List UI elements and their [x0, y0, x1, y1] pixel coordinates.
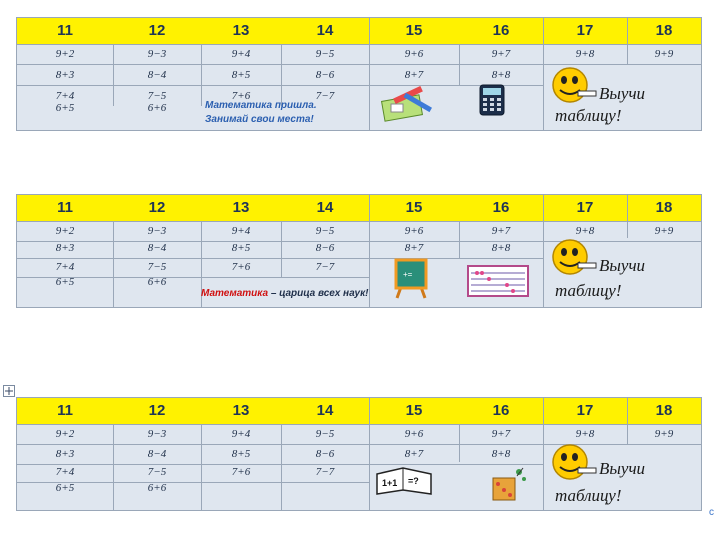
motto-rest: – царица всех наук! — [268, 288, 369, 299]
table-row — [17, 98, 201, 118]
expression-cell: 9+8 — [575, 428, 595, 440]
expression-cell: 7+6 — [231, 261, 251, 273]
easel-board-icon — [393, 257, 429, 299]
header-cell: 11 — [57, 22, 73, 39]
expression-cell: 6+5 — [55, 102, 75, 114]
table-card-3 — [16, 397, 702, 511]
expression-cell: 7−5 — [147, 261, 167, 273]
table-row — [17, 272, 201, 292]
expression-cell: 8+5 — [231, 242, 251, 254]
header-cell: 17 — [576, 199, 594, 216]
learn-text-line-1: Выучи — [599, 84, 646, 103]
table-row — [17, 238, 543, 259]
header-cell: 11 — [57, 402, 73, 419]
learn-text-line-1: Выучи — [599, 256, 646, 275]
expression-cell: 8−4 — [147, 242, 167, 254]
expression-cell: 7−7 — [315, 90, 335, 102]
svg-text:+=: += — [403, 270, 413, 279]
grid-line — [201, 424, 202, 510]
grid-line — [369, 18, 370, 130]
header-cell: 16 — [492, 22, 510, 39]
expression-cell: 9+2 — [55, 428, 75, 440]
header-cell: 13 — [232, 199, 250, 216]
expression-cell: 7+4 — [55, 90, 75, 102]
expression-cell: 9+9 — [654, 428, 674, 440]
header-cell: 12 — [148, 199, 166, 216]
header-row — [17, 195, 701, 222]
table-card-2 — [16, 194, 702, 308]
header-cell: 17 — [576, 402, 594, 419]
grid-line — [627, 18, 628, 65]
header-cell: 14 — [316, 199, 334, 216]
expression-cell: 9+7 — [491, 48, 511, 60]
table-row — [17, 478, 201, 498]
header-cell: 15 — [405, 22, 423, 39]
learn-text-line-2: таблицу! — [555, 281, 622, 300]
grid-line — [113, 44, 114, 106]
header-cell: 13 — [232, 402, 250, 419]
expression-cell: 7−5 — [147, 90, 167, 102]
expression-cell: 8+7 — [404, 69, 424, 81]
header-cell: 15 — [405, 402, 423, 419]
expression-cell: 8−6 — [315, 69, 335, 81]
header-cell: 13 — [232, 22, 250, 39]
expression-cell: 8−4 — [147, 69, 167, 81]
expression-cell: 9+4 — [231, 428, 251, 440]
grid-line — [113, 221, 114, 307]
expression-cell: 8+8 — [491, 242, 511, 254]
expression-cell: 9+2 — [55, 48, 75, 60]
stationery-icon — [379, 86, 437, 122]
header-cell: 16 — [492, 402, 510, 419]
motto-highlight: Математика — [201, 288, 269, 299]
expression-cell: 8+7 — [404, 448, 424, 460]
smiley-pointing-icon — [550, 65, 600, 109]
header-cell: 17 — [576, 22, 594, 39]
header-cell: 12 — [148, 402, 166, 419]
grid-line — [543, 18, 544, 130]
grid-line — [459, 221, 460, 258]
expression-cell: 6+6 — [147, 102, 167, 114]
svg-text:1+1: 1+1 — [382, 478, 398, 488]
book-icon — [373, 464, 435, 498]
header-cell: 18 — [655, 402, 673, 419]
expression-cell: 6+5 — [55, 482, 75, 494]
expression-cell: 7+6 — [231, 466, 251, 478]
table-card-1 — [16, 17, 702, 131]
expression-cell: 8+8 — [491, 448, 511, 460]
expression-cell: 8−6 — [315, 242, 335, 254]
expression-cell: 8+5 — [231, 448, 251, 460]
expression-cell: 8+8 — [491, 69, 511, 81]
grid-line — [281, 221, 282, 278]
expression-cell: 9+6 — [404, 428, 424, 440]
expression-cell: 9+8 — [575, 48, 595, 60]
header-cell: 18 — [655, 199, 673, 216]
expression-cell: 8+3 — [55, 242, 75, 254]
header-cell: 15 — [405, 199, 423, 216]
motto-text — [201, 288, 369, 299]
abacus-icon — [467, 265, 529, 297]
learn-text-line-2: таблицу! — [555, 486, 622, 505]
expression-cell: 9−3 — [147, 48, 167, 60]
expression-cell: 9+9 — [654, 48, 674, 60]
learn-text-line-1: Выучи — [599, 459, 646, 478]
grid-line — [627, 195, 628, 238]
grid-line — [543, 195, 544, 307]
grid-line — [459, 424, 460, 462]
expression-cell: 7+6 — [231, 90, 251, 102]
expression-cell: 8−6 — [315, 448, 335, 460]
expression-cell: 9+9 — [654, 225, 674, 237]
expression-cell: 6+5 — [55, 276, 75, 288]
grid-line — [113, 424, 114, 510]
header-row — [17, 18, 701, 45]
corner-mark: c — [709, 507, 714, 518]
expression-cell: 9+4 — [231, 48, 251, 60]
expression-cell: 8+5 — [231, 69, 251, 81]
grid-line — [543, 398, 544, 510]
grid-line — [459, 44, 460, 86]
expression-cell: 8+7 — [404, 242, 424, 254]
header-row — [17, 398, 701, 425]
expression-cell: 9−3 — [147, 225, 167, 237]
grid-line — [627, 398, 628, 444]
svg-text:=?: =? — [408, 476, 419, 486]
grid-line — [281, 44, 282, 106]
expression-cell: 9+6 — [404, 225, 424, 237]
header-cell: 18 — [655, 22, 673, 39]
grid-line — [369, 195, 370, 307]
grid-line — [369, 398, 370, 510]
expression-cell: 8−4 — [147, 448, 167, 460]
chemistry-icon — [487, 464, 529, 504]
table-row — [17, 44, 701, 65]
motto-line-1: Математика пришла. — [205, 100, 317, 111]
expression-cell: 9+7 — [491, 428, 511, 440]
header-cell: 11 — [57, 199, 73, 216]
learn-text-line-2: таблицу! — [555, 106, 622, 125]
move-anchor-icon[interactable] — [3, 385, 15, 397]
motto-line-2: Занимай свои места! — [205, 114, 314, 125]
smiley-pointing-icon — [550, 442, 600, 486]
table-row — [17, 65, 543, 86]
expression-cell: 7−7 — [315, 261, 335, 273]
expression-cell: 8+3 — [55, 69, 75, 81]
smiley-pointing-icon — [550, 237, 600, 281]
grid-line — [201, 44, 202, 106]
expression-cell: 9+8 — [575, 225, 595, 237]
header-cell: 14 — [316, 402, 334, 419]
expression-cell: 9−5 — [315, 225, 335, 237]
expression-cell: 8+3 — [55, 448, 75, 460]
expression-cell: 6+6 — [147, 482, 167, 494]
expression-cell: 7−7 — [315, 466, 335, 478]
expression-cell: 7+4 — [55, 261, 75, 273]
expression-cell: 9+6 — [404, 48, 424, 60]
header-cell: 12 — [148, 22, 166, 39]
expression-cell: 9+7 — [491, 225, 511, 237]
expression-cell: 9−5 — [315, 48, 335, 60]
calculator-icon — [479, 84, 505, 116]
expression-cell: 7+4 — [55, 466, 75, 478]
grid-line — [281, 424, 282, 510]
expression-cell: 9+2 — [55, 225, 75, 237]
expression-cell: 7−5 — [147, 466, 167, 478]
header-cell: 16 — [492, 199, 510, 216]
expression-cell: 6+6 — [147, 276, 167, 288]
expression-cell: 9+4 — [231, 225, 251, 237]
expression-cell: 9−5 — [315, 428, 335, 440]
header-cell: 14 — [316, 22, 334, 39]
expression-cell: 9−3 — [147, 428, 167, 440]
